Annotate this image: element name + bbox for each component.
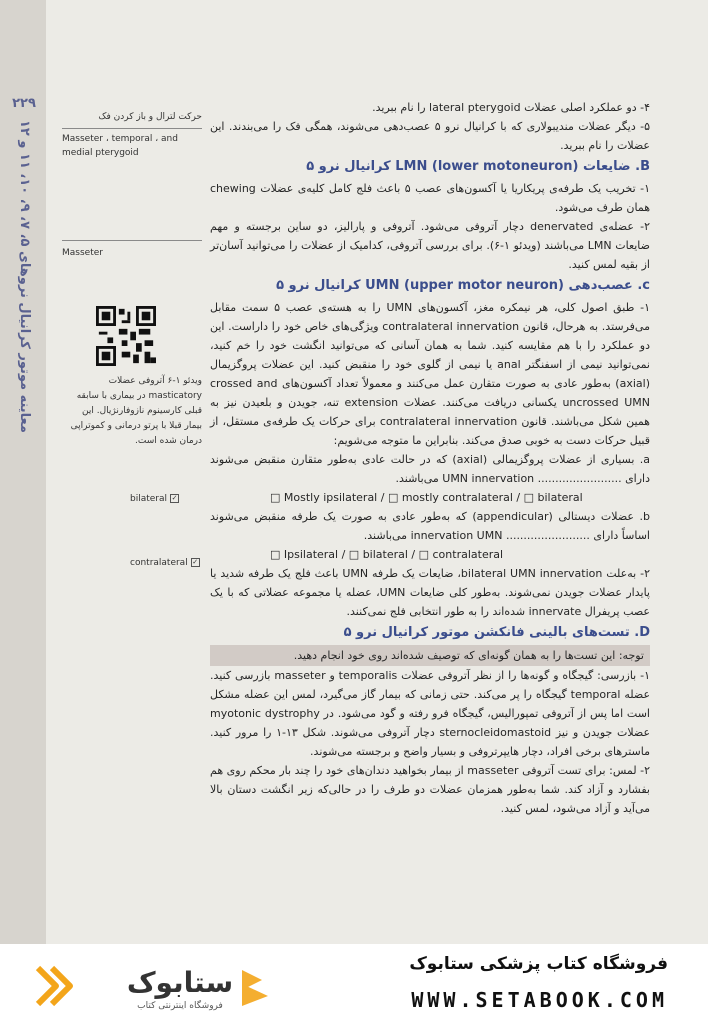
answer-b-check: [130, 558, 200, 568]
logo-subtitle: فروشگاه اینترنتی کتاب: [137, 1001, 223, 1011]
section-b-heading: B. ضایعات LMN (lower motoneuron) کرانیال نرو ۵: [306, 159, 650, 174]
question-5: ۵- دیگر عضلات مندیبولاری که با کرانیال نرو ۵ عصب‌دهی می‌شوند، همگی فک را می‌بندند. این عضلات را نام ببرید.: [210, 120, 651, 152]
options-c1b: □ Ipsilateral / □ bilateral / □ contralateral: [270, 548, 504, 561]
section-c-heading: c. عصب‌دهی UMN (upper motor neuron) کرانیال نرو ۵: [276, 278, 650, 293]
options-c1a: □ Mostly ipsilateral / □ mostly contralateral / □ bilateral: [270, 491, 583, 504]
paragraph-d2: ۲- لمس: برای تست آتروفی masseter از بیمار بخواهید دندان‌های خود را چند بار محکم روی هم بفشارد و آزاد کند. شما به‌طور همزمان عضلات دو طرف را در حالی‌که زیر انگشت دستان بالا می‌آید و آزاد می‌شود، لمس کنید.: [210, 764, 650, 815]
note-box: توجه: این تست‌ها را به همان گونه‌ای که توصیف شده‌اند روی خود انجام دهید.: [210, 645, 650, 666]
checkbox-checked-icon: ✓: [171, 494, 178, 502]
sidebar-note-masseter: Masseter: [62, 248, 103, 258]
paragraph-d1: ۱- بازرسی: گیجگاه و گونه‌ها را از نظر آتروفی عضلات temporalis و masseter بازرسی کنید. عضله temporal گیجگاه را پر می‌کند. حتی زمانی که بیمار گاز می‌گیرد، لمس این عضله مشکل است اما پس از آتروفی تمپورالیس، گیجگاه فرو رفته و گود می‌شود. در myotonic dystrophy عضلات جویدن و نیز sternocleidomastoid دچار آتروفی می‌شوند. شکل ۱۳-۱ را مرور کنید. ماسترهای برخی افراد، دچار هایپرتروفی و بسیار واضح و برجسته می‌شوند.: [210, 669, 651, 758]
logo-text: ستابوک: [126, 966, 234, 999]
running-title-container: [0, 120, 46, 660]
shop-url-link[interactable]: WWW.SETABOOK.COM: [411, 988, 668, 1012]
section-d-heading: D. تست‌های بالینی فانکشن موتور کرانیال نرو ۵: [343, 625, 650, 640]
sidebar-note-body: Masseter ، temporal ، and medial pterygoid: [62, 134, 178, 158]
qr-code-icon[interactable]: [96, 306, 156, 366]
shop-name: فروشگاه کتاب پزشکی ستابوک: [409, 954, 668, 974]
sidebar-divider: [62, 128, 202, 129]
paragraph-b1: ۱- تخریب یک طرفه‌ی پریکاریا یا آکسون‌های عصب ۵ باعث فلج کامل کلیه‌ی عضلات chewing همان طرف می‌شود.: [210, 182, 650, 214]
checkbox-checked-icon: ✓: [192, 558, 199, 566]
answer-a-check: [130, 494, 179, 504]
question-4: ۴- دو عملکرد اصلی عضلات lateral pterygoid را نام ببرید.: [372, 101, 650, 114]
sidebar-divider: [62, 240, 202, 241]
sidebar-note-title: حرکت لترال و باز کردن فک: [98, 112, 202, 122]
page-number: ۲۲۹: [12, 96, 36, 111]
paragraph-c1: ۱- طبق اصول کلی، هر نیمکره مغز، آکسون‌های UMN را به هسته‌ی عصب ۵ سمت مقابل می‌فرستد. به هرحال، قانون contralateral innervation ویژگی‌های خاص خود را داراست. این دو عملکرد را با هم مقایسه کنید. شما به همان آسانی که می‌توانید انگشت خود را خم کنید، نمی‌توانید نیمی از اسفنگتر anal یا نیمی از گلوی خود را منقبض کنید. این عضلات پروگزیمال (axial) به‌طور عادی به صورت متقارن عمل می‌کنند و معمولاً تعداد آکسون‌های crossed and uncrossed UMN یکسانی دریافت می‌کنند. عضلات extension تنه، جویدن و بلعیدن نیز به همین شکل می‌باشند. قانون contralateral innervation برای حرکات یک طرفه‌ی مستقل، از قبیل حرکات دست به خوبی صدق می‌کند. بنابراین ما متوجه می‌شویم:: [210, 301, 651, 447]
running-title: معاینه موتور کرانیال نروهای ۵، ۷، ۹، ۱۰، ۱۱ و ۱۲: [17, 120, 32, 433]
answer-b-label: contralateral: [130, 558, 188, 568]
paragraph-c2: ۲- به‌علت bilateral UMN innervation، ضایعات یک طرفه UMN باعث فلج یک طرفه شدید یا پایدار عضلات جویدن نمی‌شوند. به‌طور کلی ضایعات UMN، عضله یا مجموعه عضلاتی که با یک عصب پریفرال innervate شده‌اند را به طور انتخابی فلج نمی‌کنند.: [210, 567, 650, 618]
question-c1b: b. عضلات دیستالی (appendicular) که به‌طور عادی به صورت یک طرفه منقبض می‌شوند اساساً دارای ........................ innervation UMN می‌باشند.: [210, 510, 650, 542]
main-content: [210, 98, 650, 818]
paragraph-b2: ۲- عضله‌ی denervated دچار آتروفی می‌شود. آتروفی و پارالیز، دو ساین برجسته و مهم ضایعات LMN می‌باشند (ویدئو ۱-۶). برای بررسی آتروفی، کدامیک از عضلات را می‌توانید آسان‌تر از بقیه لمس کنید.: [210, 220, 651, 271]
video-caption: ویدئو ۱-۶ آتروفی عضلات masticatory در بیماری با سابقه قبلی کارسینوم نازوفارنژیال. این بیمار قبلا با پرتو درمانی و کموتراپی درمان شده است.: [70, 376, 202, 446]
answer-a-label: bilateral: [130, 494, 168, 504]
question-c1a: a. بسیاری از عضلات پروگزیمالی (axial) که در حالت عادی به‌طور متقارن منقبض می‌شوند دارای ........................ UMN innervation می‌باشند.: [210, 453, 650, 485]
setabook-logo[interactable]: [30, 960, 280, 1012]
